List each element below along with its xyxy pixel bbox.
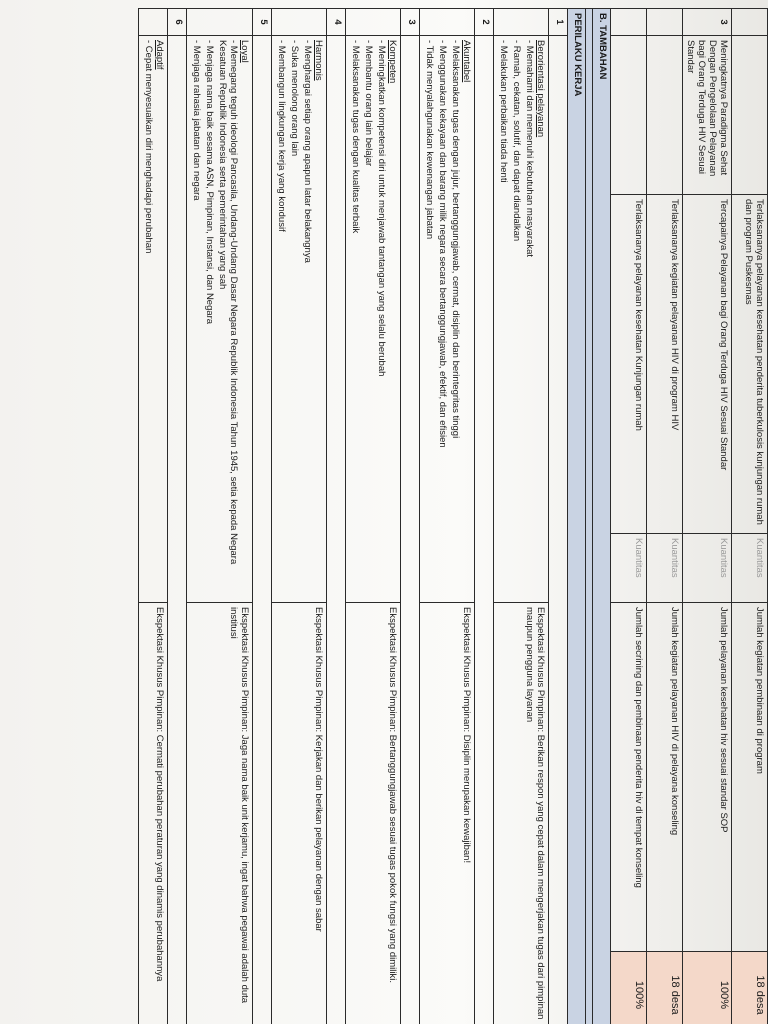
value-cell: 18 desa — [647, 952, 683, 1024]
indicator-cell — [732, 36, 768, 195]
target-row — [611, 9, 647, 1024]
target-row — [732, 9, 768, 1024]
behavior-spacer — [327, 36, 346, 1024]
behavior-items — [498, 40, 535, 598]
behavior-items — [276, 40, 313, 598]
behavior-item: - Ramah, cekatan, solutif, dan dapat diandalkan — [511, 40, 522, 242]
behavior-item: - Meningkatkan kompetensi diri untuk menjawab tantangan yang selalu berubah — [376, 40, 387, 377]
measure-cell: Jumlah pelayanan kesehatan hiv sesuai standar SOP — [683, 603, 732, 952]
target-cell: Terlaksananya pelayanan kesehatan penderita tuberkulosis kunjungan rumah dan program Puskesmas — [732, 195, 768, 534]
behavior-title: Loyal — [239, 40, 250, 63]
behavior-item: - Memegang teguh ideologi Pancasila, Undang-Undang Dasar Negara Republik Indonesia Tahun 1945, setia kepada Negara Kesatuan Republik Indonesia serta pemerintahan yang sah — [217, 40, 239, 565]
behavior-spacer — [401, 36, 420, 1024]
behavior-row — [494, 9, 549, 1024]
behavior-items — [424, 40, 461, 598]
leader-expectation: Ekspektasi Khusus Pimpinan: Disiplin merupakan kewajiban! — [420, 603, 475, 1024]
leader-expectation: Ekspektasi Khusus Pimpinan: Jaga nama baik unit kerjamu, ingat bahwa pegawai adalah duta institusi — [187, 603, 253, 1024]
behavior-spacer — [475, 36, 494, 1024]
behavior-items — [191, 40, 239, 598]
indicator-cell: Meningkatnya Paradigma Sehat Dengan Pengelolaan Pelayanan bagi Orang Terduga HIV Sesuai Standar — [683, 36, 732, 195]
behavior-num-row — [253, 9, 272, 1024]
behavior-title: Akuntabel — [461, 40, 472, 83]
leader-expectation: Ekspektasi Khusus Pimpinan: Kerjakan dan berikan pelayanan dengan sabar — [272, 603, 327, 1024]
row-number: 3 — [683, 9, 732, 36]
behavior-item: - Menjaga nama baik sesama ASN, Pimpinan, Instansi, dan Negara — [204, 40, 215, 325]
behavior-num-row — [549, 9, 568, 1024]
behavior-item: - Tidak menyalahgunakan kewenangan jabatan — [424, 40, 435, 240]
behavior-number: 6 — [168, 9, 187, 36]
target-cell: Tercapainya Pelayanan bagi Orang Terduga HIV Sesuai Standar — [683, 195, 732, 534]
behavior-item: - Menggunakan kekayaan dan barang milik negara secara bertanggungjawab, efektif, dan efisien — [437, 40, 448, 448]
target-row — [683, 9, 732, 1024]
behavior-item: - Melakukan perbaikan tiada henti — [498, 40, 509, 183]
perilaku-band — [568, 9, 586, 1024]
behavior-gutter — [420, 9, 475, 36]
behavior-title: Kompeten — [387, 40, 398, 84]
behavior-title: Harmonis — [313, 40, 324, 81]
performance-table — [138, 8, 768, 1024]
behavior-item: - Membangun lingkungan kerja yang kondusif — [276, 40, 287, 232]
behavior-spacer — [168, 36, 187, 1024]
aspect-cell: Kuantitas — [683, 534, 732, 603]
behavior-description — [420, 36, 475, 603]
behavior-row — [187, 9, 253, 1024]
behavior-description — [187, 36, 253, 603]
row-number — [647, 9, 683, 36]
behavior-gutter — [187, 9, 253, 36]
behavior-item: - Melaksanakan tugas dengan kualitas terbaik — [350, 40, 361, 234]
behavior-item: - Melaksanakan tugas dengan jujur, bertanggungjawab, cermat, disiplin dan berintegritas tinggi — [450, 40, 461, 439]
row-number — [611, 9, 647, 36]
behavior-spacer — [549, 36, 568, 1024]
behavior-gutter — [272, 9, 327, 36]
behavior-row — [139, 9, 168, 1024]
behavior-description — [139, 36, 168, 603]
behavior-items — [143, 40, 154, 598]
behavior-item: - Membantu orang lain belajar — [363, 40, 374, 167]
behavior-number: 5 — [253, 9, 272, 36]
indicator-cell — [647, 36, 683, 195]
behavior-spacer — [253, 36, 272, 1024]
behavior-num-row — [475, 9, 494, 1024]
behavior-number: 1 — [549, 9, 568, 36]
leader-expectation: Ekspektasi Khusus Pimpinan: Cermati perubahan peraturan yang dinamis perubahannya — [139, 603, 168, 1024]
behavior-items — [350, 40, 387, 598]
behavior-number: 4 — [327, 9, 346, 36]
behavior-gutter — [139, 9, 168, 36]
target-row — [647, 9, 683, 1024]
behavior-title: Adaptif — [154, 40, 165, 70]
measure-cell: Jumlah kegiatan pelayanan HIV di pelayana konseling — [647, 603, 683, 952]
aspect-cell: Kuantitas — [647, 534, 683, 603]
behavior-item: - Cepat menyesuaikan diri menghadapi perubahan — [143, 40, 154, 254]
behavior-gutter — [346, 9, 401, 36]
section-perilaku: PERILAKU KERJA — [568, 9, 586, 1024]
behavior-num-row — [168, 9, 187, 1024]
aspect-cell: Kuantitas — [611, 534, 647, 603]
behavior-description — [272, 36, 327, 603]
behavior-number: 3 — [401, 9, 420, 36]
behavior-item: - Memahami dan memenuhi kebutuhan masyarakat — [524, 40, 535, 258]
target-cell: Terlaksananya kegiatan pelayanan HIV di program HIV — [647, 195, 683, 534]
behavior-row — [346, 9, 401, 1024]
behavior-row — [272, 9, 327, 1024]
behavior-num-row — [327, 9, 346, 1024]
behavior-item: - Menjaga rahasia jabatan dan negara — [191, 40, 202, 201]
aspect-cell: Kuantitas — [732, 534, 768, 603]
section-tambahan: B. TAMBAHAN — [593, 9, 611, 1024]
indicator-cell — [611, 36, 647, 195]
row-number — [732, 9, 768, 36]
leader-expectation: Ekspektasi Khusus Pimpinan: Berikan respon yang cepat dalam mengerjakan tugas dari pimpinan maupun pengguna layanan — [494, 603, 549, 1024]
measure-cell: Jumlah secrining dan pembinaan penderita hiv di tempat konseling — [611, 603, 647, 952]
target-cell: Terlaksananya pelayanan kesehatan Kunjungan rumah — [611, 195, 647, 534]
behavior-gutter — [494, 9, 549, 36]
measure-cell: Jumlah kegiatan pembinaan di program — [732, 603, 768, 952]
behavior-row — [420, 9, 475, 1024]
leader-expectation: Ekspektasi Khusus Pimpinan: Bertanggungjawab sesuai tugas pokok fungsi yang dimiliki. — [346, 603, 401, 1024]
tambahan-band — [593, 9, 611, 1024]
behavior-title: Berorientasi pelayanan — [535, 40, 546, 138]
value-cell: 100% — [611, 952, 647, 1024]
behavior-item: - Menghargai setiap orang apapun latar belakangnya — [302, 40, 313, 263]
value-cell: 100% — [683, 952, 732, 1024]
behavior-description — [346, 36, 401, 603]
behavior-num-row — [401, 9, 420, 1024]
behavior-item: - Suka menolong orang lain — [289, 40, 300, 157]
behavior-description — [494, 36, 549, 603]
value-cell: 18 desa — [732, 952, 768, 1024]
behavior-number: 2 — [475, 9, 494, 36]
spacer-band — [586, 9, 593, 1024]
